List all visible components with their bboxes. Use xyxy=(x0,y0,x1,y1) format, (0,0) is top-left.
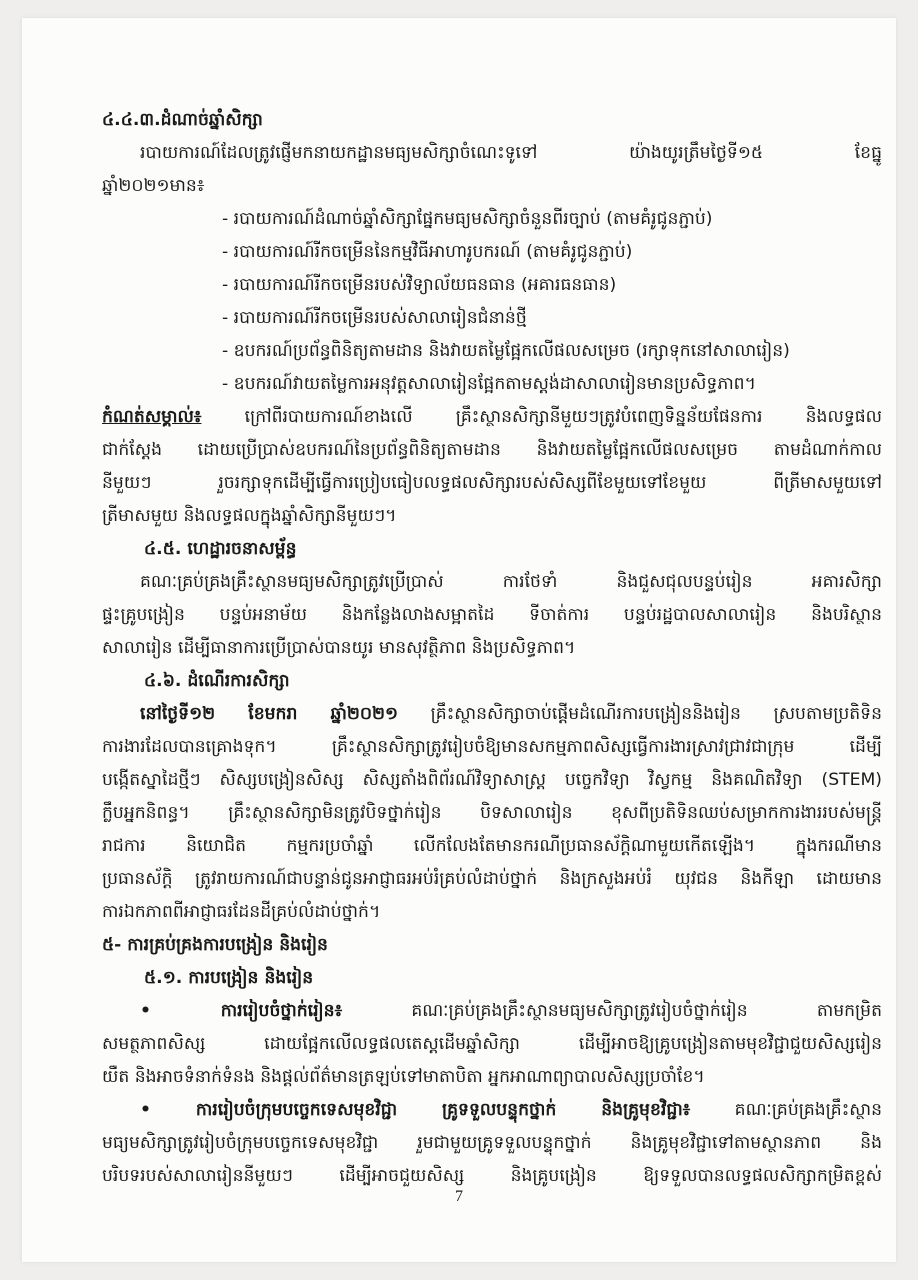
start-date: នៅថ្ងៃទី១២ ខែមករា ឆ្នាំ២០២១ xyxy=(140,704,399,724)
report-list-item: - របាយការណ៍ដំណាច់ឆ្នាំសិក្សាផ្នែកមធ្យមសិក្សាចំនួនពីរច្បាប់ (តាមគំរូជូនភ្ជាប់) xyxy=(222,209,713,229)
report-list-item: - ឧបករណ៍វាយតម្លៃការអនុវត្តសាលារៀនផ្អែកតាមស្តង់ដាសាលារៀនមានប្រសិទ្ធភាព។ xyxy=(222,374,756,394)
note-line: ជាក់ស្តែង ដោយប្រើប្រាស់ឧបករណ៍នៃប្រព័ន្ធពិនិត្យតាមដាន និងវាយតម្លៃផ្អែកលើផលសម្រេច តាមដំណាក់កាល xyxy=(102,440,882,460)
bullet-line: មធ្យមសិក្សាត្រូវរៀបចំក្រុមបច្ចេកទេសមុខវិជ្ជា រួមជាមួយគ្រូទទួលបន្ទុកថ្នាក់ និងគ្រូមុខវិជ្ជាទៅតាមស្ថានភាព និង xyxy=(102,1133,882,1153)
document-page xyxy=(22,18,896,1262)
paragraph-line: ឆ្នាំ២០២១មាន៖ xyxy=(102,176,205,196)
page-number: 7 xyxy=(455,1188,463,1205)
paragraph-line: បង្កើតស្នាដៃថ្មីៗ សិស្សបង្រៀនសិស្ស សិស្សតាំងពិព័រណ៍វិទ្យាសាស្ត្រ បច្ចេកវិទ្យា វិស្វកម្ម និងគណិតវិទ្យា (STEM) xyxy=(102,770,882,790)
report-list-item: - របាយការណ៍រីកចម្រើនរបស់វិទ្យាល័យធនធាន (អគារធនធាន) xyxy=(222,275,617,295)
report-list-item: - របាយការណ៍រីកចម្រើននៃកម្មវិធីអាហារូបករណ៍ (តាមគំរូជូនភ្ជាប់) xyxy=(222,242,633,262)
bullet-label: • ការរៀបចំថ្នាក់រៀន៖ xyxy=(140,1001,343,1021)
paragraph-text: គ្រឹះស្ថានសិក្សាចាប់ផ្តើមដំណើរការបង្រៀននិងរៀន ស្របតាមប្រតិទិន xyxy=(398,704,882,724)
paragraph-line: របាយការណ៍ដែលត្រូវផ្ញើមកនាយកដ្ឋានមធ្យមសិក្សាចំណេះទូទៅ យ៉ាងយូរត្រឹមថ្ងៃទី១៥ ខែធ្នូ xyxy=(140,143,882,163)
bullet-line xyxy=(102,1094,882,1127)
section-heading-4-6: ៤.៦. ដំណើរការសិក្សា xyxy=(144,671,290,691)
bullet-text: គណៈគ្រប់គ្រងគ្រឹះស្ថានមធ្យមសិក្សាត្រូវរៀបចំថ្នាក់រៀន តាមកម្រិត xyxy=(342,1001,882,1021)
section-heading-5: ៥- ការគ្រប់គ្រងការបង្រៀន និងរៀន xyxy=(102,935,328,955)
bullet-line xyxy=(102,995,882,1028)
bullet-line: យឺត និងអាចទំនាក់ទំនង និងផ្តល់ព័ត៌មានត្រឡប់ទៅមាតាបិតា អ្នកអាណាព្យាបាលសិស្សប្រចាំខែ។ xyxy=(102,1067,705,1087)
note-text: ក្រៅពីរបាយការណ៍ខាងលើ គ្រឹះស្ថានសិក្សានីមួយៗត្រូវបំពេញទិន្នន័យផែនការ និងលទ្ធផល xyxy=(244,407,882,427)
section-heading-4-4-3: ៤.៤.៣.ដំណាច់ឆ្នាំសិក្សា xyxy=(102,110,263,130)
paragraph-line: គណៈគ្រប់គ្រងគ្រឹះស្ថានមធ្យមសិក្សាត្រូវប្រើប្រាស់ ការថែទាំ និងជួសជុលបន្ទប់រៀន អគារសិក្សា xyxy=(140,572,882,592)
note-line: ត្រីមាសមួយ និងលទ្ធផលក្នុងឆ្នាំសិក្សានីមួយៗ។ xyxy=(102,506,397,526)
bullet-text: គណៈគ្រប់គ្រងគ្រឹះស្ថាន xyxy=(690,1100,882,1120)
bullet-line: សមត្ថភាពសិស្ស ដោយផ្អែកលើលទ្ធផលតេស្តដើមឆ្នាំសិក្សា ដើម្បីអាចឱ្យគ្រូបង្រៀនតាមមុខវិជ្ជាជួយសិស្សរៀន xyxy=(102,1034,882,1054)
paragraph-line: ការឯកភាពពីអាជ្ញាធរដែនដីគ្រប់លំដាប់ថ្នាក់។ xyxy=(102,902,381,922)
paragraph-line xyxy=(102,698,882,731)
section-heading-4-5: ៤.៥. ហេដ្ឋារចនាសម្ព័ន្ធ xyxy=(144,539,297,559)
report-list-item: - ឧបករណ៍ប្រព័ន្ធពិនិត្យតាមដាន និងវាយតម្លៃផ្អែកលើផលសម្រេច (រក្សាទុកនៅសាលារៀន) xyxy=(222,341,790,361)
note-line xyxy=(102,401,882,434)
section-heading-5-1: ៥.១. ការបង្រៀន និងរៀន xyxy=(144,968,314,988)
report-list-item: - របាយការណ៍រីកចម្រើនរបស់សាលារៀនជំនាន់ថ្មី xyxy=(222,308,527,328)
paragraph-line: ការងារដែលបានគ្រោងទុក។ គ្រឹះស្ថានសិក្សាត្រូវរៀបចំឱ្យមានសកម្មភាពសិស្សធ្វើការងារស្រាវជ្រាវជាក្រុម ដើម្បី xyxy=(102,737,882,757)
note-line: នីមួយៗ រួចរក្សាទុកដើម្បីធ្វើការប្រៀបធៀបលទ្ធផលសិក្សារបស់សិស្សពីខែមួយទៅខែមួយ ពីត្រីមាសមួយទៅ xyxy=(102,473,882,493)
paragraph-line: រាជការ និយោជិត កម្មករប្រចាំឆ្នាំ លើកលែងតែមានករណីប្រធានស័ក្តិណាមួយកើតឡើង។ ក្នុងករណីមាន xyxy=(102,836,882,856)
paragraph-line: ប្រធានស័ក្តិ ត្រូវរាយការណ៍ជាបន្ទាន់ជូនអាជ្ញាធរអប់រំគ្រប់លំដាប់ថ្នាក់ និងក្រសួងអប់រំ យុវជន និងកីឡា ដោយមាន xyxy=(102,869,882,889)
paragraph-line: ក្លឹបអ្នកនិពន្ធ។ គ្រឹះស្ថានសិក្សាមិនត្រូវបិទថ្នាក់រៀន បិទសាលារៀន ខុសពីប្រតិទិនឈប់សម្រាកការងាររបស់មន្ត្រី xyxy=(102,803,882,823)
paragraph-line: សាលារៀន ដើម្បីធានាការប្រើប្រាស់បានយូរ មានសុវត្ថិភាព និងប្រសិទ្ធភាព។ xyxy=(102,638,576,658)
note-label: កំណត់សម្គាល់៖ xyxy=(102,407,202,427)
paragraph-line: ផ្ទះគ្រូបង្រៀន បន្ទប់អនាម័យ និងកន្លែងលាងសម្អាតដៃ ទីចាត់ការ បន្ទប់រដ្ឋបាលសាលារៀន និងបរិស្ថាន xyxy=(102,605,882,625)
bullet-label: • ការរៀបចំក្រុមបច្ចេកទេសមុខវិជ្ជា គ្រូទទួលបន្ទុកថ្នាក់ និងគ្រូមុខវិជ្ជា៖ xyxy=(140,1100,691,1120)
bullet-line: បរិបទរបស់សាលារៀននីមួយៗ ដើម្បីអាចជួយសិស្ស និងគ្រូបង្រៀន ឱ្យទទួលបានលទ្ធផលសិក្សាកម្រិតខ្ពស់ xyxy=(102,1166,882,1186)
document-body xyxy=(102,104,882,1193)
